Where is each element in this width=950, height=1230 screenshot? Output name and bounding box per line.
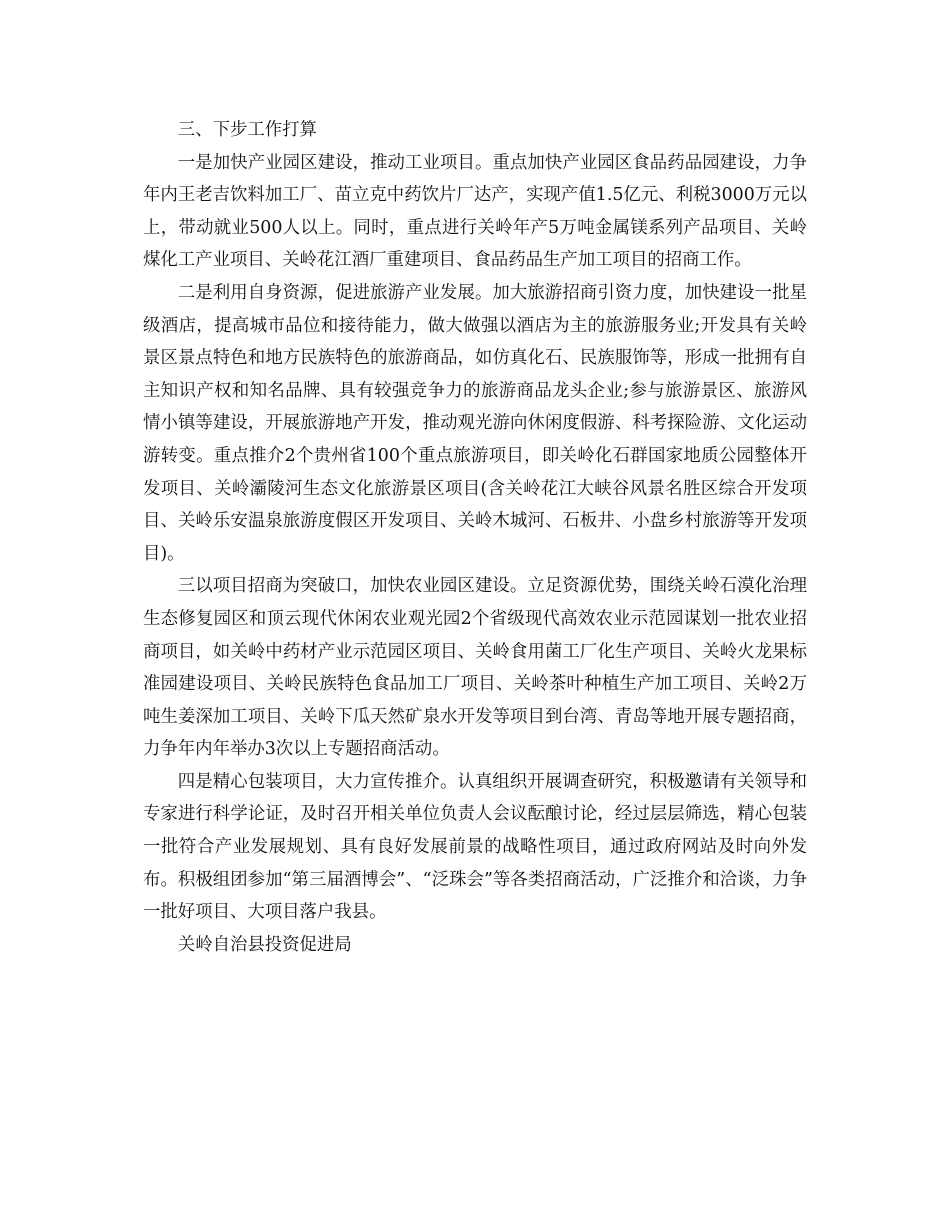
paragraph-tourism: 二是利用自身资源，促进旅游产业发展。加大旅游招商引资力度，加快建设一批星级酒店，提高城市品位和接待能力，做大做强以酒店为主的旅游服务业;开发具有关岭景区景点特色和地方民族特色的旅游商品，如仿真化石、民族服饰等，形成一批拥有自主知识产权和知名品牌、具有较强竞争力的旅游商品龙头企业;参与旅游景区、旅游风情小镇等建设，开展旅游地产开发，推动观光游向休闲度假游、科考探险游、文化运动游转变。重点推介2个贵州省100个重点旅游项目，即关岭化石群国家地质公园整体开发项目、关岭灞陵河生态文化旅游景区项目(含关岭花江大峡谷风景名胜区综合开发项目、关岭乐安温泉旅游度假区开发项目、关岭木城河、石板井、小盘乡村旅游等开发项目)。 (143, 282, 807, 564)
paragraph-agriculture: 三以项目招商为突破口，加快农业园区建设。立足资源优势，围绕关岭石漠化治理生态修复园区和顶云现代休闲农业观光园2个省级现代高效农业示范园谋划一批农业招商项目，如关岭中药材产业示范园区项目、关岭食用菌工厂化生产项目、关岭火龙果标准园建设项目、关岭民族特色食品加工厂项目、关岭茶叶种植生产加工项目、关岭2万吨生姜深加工项目、关岭下瓜天然矿泉水开发等项目到台湾、青岛等地开展专题招商，力争年内年举办3次以上专题招商活动。 (143, 576, 807, 760)
section-heading: 三、下步工作打算 (177, 120, 317, 140)
document-body (143, 114, 807, 961)
signature: 关岭自治县投资促进局 (177, 934, 352, 955)
paragraph-industrial-park: 一是加快产业园区建设，推动工业项目。重点加快产业园区食品药品园建设，力争年内王老吉饮料加工厂、苗立克中药饮片厂达产，实现产值1.5亿元、利税3000万元以上，带动就业500人以上。同时，重点进行关岭年产5万吨金属镁系列产品项目、关岭煤化工产业项目、关岭花江酒厂重建项目、食品药品生产加工项目的招商工作。 (143, 152, 807, 271)
paragraph-promotion: 四是精心包装项目，大力宣传推介。认真组织开展调查研究，积极邀请有关领导和专家进行科学论证，及时召开相关单位负责人会议酝酿讨论，经过层层筛选，精心包装一批符合产业发展规划、具有良好发展前景的战略性项目，通过政府网站及时向外发布。积极组团参加“第三届酒博会”、“泛珠会”等各类招商活动，广泛推介和洽谈，力争一批好项目、大项目落户我县。 (143, 771, 807, 923)
